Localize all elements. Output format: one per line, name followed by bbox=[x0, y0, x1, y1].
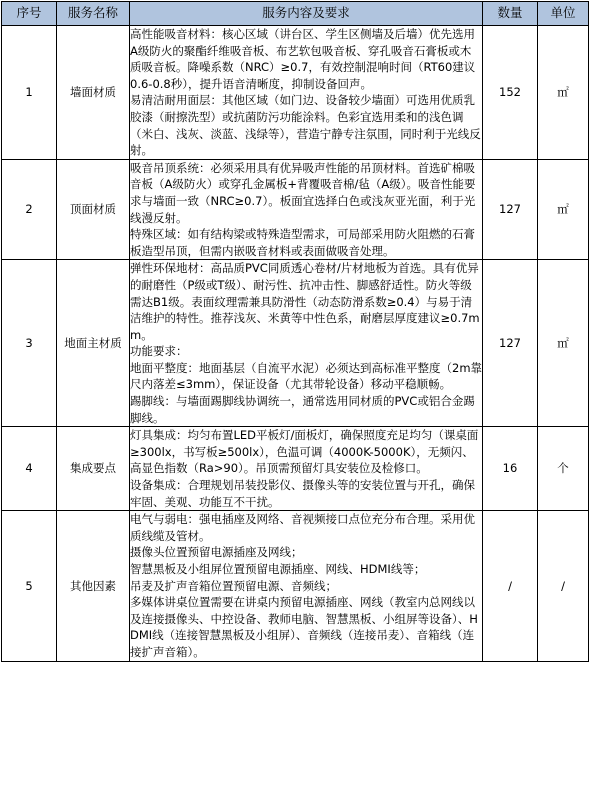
table-header-row bbox=[2, 2, 589, 26]
row-quantity: 152 bbox=[483, 26, 538, 160]
table-row bbox=[2, 511, 589, 661]
content-paragraph: 功能要求： bbox=[130, 344, 188, 359]
content-paragraph: 弹性环保地材：高品质PVC同质透心卷材/片材地板为首选。具有优异的耐磨性（P级或T级）、耐污性、抗冲击性、脚感舒适性。防火等级需达B1级。表面纹理需兼具防滑性（动态防滑系数≥0.4）与易于清洁维护的特性。推荐浅灰、米黄等中性色系，耐磨层厚度建议≥0.7mm。 bbox=[130, 261, 480, 342]
row-service-name: 墙面材质 bbox=[57, 26, 130, 160]
content-paragraph: 特殊区域：如有结构梁或特殊造型需求，可局部采用防火阻燃的石膏板造型吊顶，但需内嵌吸音材料或表面做吸音处理。 bbox=[130, 227, 475, 258]
row-unit: ㎡ bbox=[538, 26, 589, 160]
row-quantity: 127 bbox=[483, 260, 538, 427]
row-seq: 3 bbox=[2, 260, 57, 427]
row-seq: 4 bbox=[2, 427, 57, 511]
header-service-content: 服务内容及要求 bbox=[130, 2, 483, 26]
row-unit: ㎡ bbox=[538, 159, 589, 260]
table-row bbox=[2, 260, 589, 427]
content-paragraph: 多媒体讲桌位置需要在讲桌内预留电源插座、网线（教室内总网线以及连接摄像头、中控设备、教师电脑、智慧黑板、小组屏等设备）、HDMI线（连接智慧黑板及小组屏）、音频线（连接吊麦）、音箱线（连接扩声音箱）。 bbox=[130, 595, 478, 659]
content-paragraph: 踢脚线：与墙面踢脚线协调统一，通常选用同材质的PVC或铝合金踢脚线。 bbox=[130, 394, 475, 425]
header-quantity: 数量 bbox=[483, 2, 538, 26]
header-service-name: 服务名称 bbox=[57, 2, 130, 26]
row-service-name: 其他因素 bbox=[57, 511, 130, 661]
row-service-name: 集成要点 bbox=[57, 427, 130, 511]
content-paragraph: 灯具集成：均匀布置LED平板灯/面板灯，确保照度充足均匀（课桌面≥300lx，书写板≥500lx），色温可调（4000K-5000K），无频闪、高显色指数（Ra>90）。吊顶需预留灯具安装位及检修口。 bbox=[130, 428, 479, 476]
header-seq: 序号 bbox=[2, 2, 57, 26]
row-service-name: 顶面材质 bbox=[57, 159, 130, 260]
content-paragraph: 吸音吊顶系统：必须采用具有优异吸声性能的吊顶材料。首选矿棉吸音板（A级防火）或穿孔金属板+背覆吸音棉/毡（A级）。吸音性能要求与墙面一致（NRC≥0.7）。板面宜选择白色或浅灰亚光面，利于光线漫反射。 bbox=[130, 160, 476, 225]
row-service-content bbox=[130, 159, 483, 260]
row-service-content bbox=[130, 511, 483, 661]
row-service-name: 地面主材质 bbox=[57, 260, 130, 427]
row-unit: ㎡ bbox=[538, 260, 589, 427]
content-paragraph: 地面平整度：地面基层（自流平水泥）必须达到高标准平整度（2m靠尺内落差≤3mm），保证设备（尤其带轮设备）移动平稳顺畅。 bbox=[130, 360, 483, 392]
row-unit: 个 bbox=[538, 427, 589, 511]
row-service-content bbox=[130, 427, 483, 511]
row-quantity: 16 bbox=[483, 427, 538, 511]
content-paragraph: 高性能吸音材料：核心区域（讲台区、学生区侧墙及后墙）优先选用A级防火的聚酯纤维吸音板、布艺软包吸音板、穿孔吸音石膏板或木质吸音板。降噪系数（NRC）≥0.7，有效控制混响时间（RT60建议0.6-0.8秒），提升语音清晰度，抑制设备回声。 bbox=[130, 27, 476, 91]
row-seq: 1 bbox=[2, 26, 57, 160]
row-unit: / bbox=[538, 511, 589, 661]
content-paragraph: 吊麦及扩声音箱位置预留电源、音频线； bbox=[130, 578, 337, 593]
header-unit: 单位 bbox=[538, 2, 589, 26]
content-paragraph: 设备集成：合理规划吊装投影仪、摄像头等的安装位置与开孔，确保牢固、美观、功能互不干扰。 bbox=[130, 478, 475, 509]
row-seq: 2 bbox=[2, 159, 57, 260]
row-quantity: 127 bbox=[483, 159, 538, 260]
content-paragraph: 易清洁耐用面层：其他区域（如门边、设备较少墙面）可选用优质乳胶漆（耐擦洗型）或抗菌防污功能涂料。色彩宜选用柔和的浅色调（米白、浅灰、淡蓝、浅绿等），营造宁静专注氛围，同时利于光线反射。 bbox=[130, 93, 481, 158]
table-row bbox=[2, 26, 589, 160]
service-spec-table bbox=[1, 1, 589, 662]
table-row bbox=[2, 159, 589, 260]
row-service-content bbox=[130, 260, 483, 427]
content-paragraph: 摄像头位置预留电源插座及网线； bbox=[130, 545, 303, 560]
row-service-content bbox=[130, 26, 483, 160]
content-paragraph: 电气与弱电：强电插座及网络、音视频接口点位充分布合理。采用优质线缆及管材。 bbox=[130, 512, 475, 543]
row-quantity: / bbox=[483, 511, 538, 661]
row-seq: 5 bbox=[2, 511, 57, 661]
table-row bbox=[2, 427, 589, 511]
content-paragraph: 智慧黑板及小组屏位置预留电源插座、网线、HDMI线等； bbox=[130, 562, 426, 576]
